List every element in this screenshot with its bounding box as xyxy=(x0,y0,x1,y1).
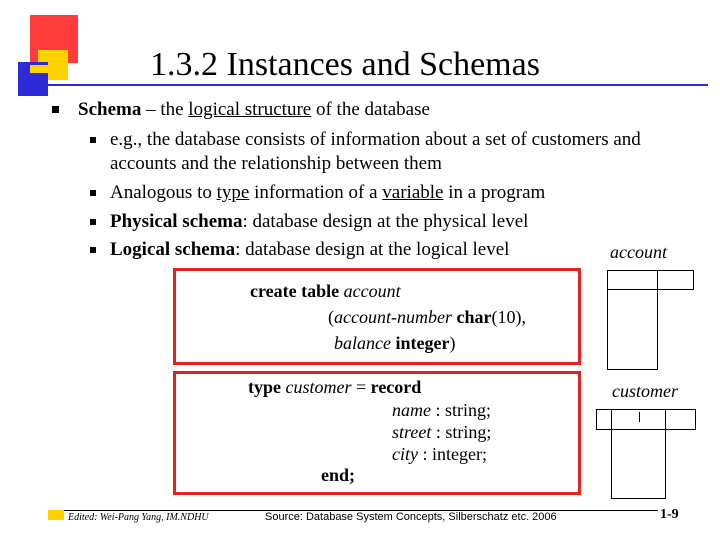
customer-grid-bottom xyxy=(611,498,666,499)
page-number: 1-9 xyxy=(660,507,679,522)
account-grid-header xyxy=(607,289,693,290)
text: Analogous to xyxy=(110,182,217,203)
record-keyword: record xyxy=(370,377,422,397)
customer-grid-mid xyxy=(665,409,666,499)
column-balance: balance xyxy=(334,333,391,353)
account-grid-top xyxy=(607,270,693,271)
schema-term: Schema xyxy=(78,99,142,120)
equals: = xyxy=(351,377,371,397)
type-record-line1 xyxy=(248,377,421,398)
sub-bullet-icon xyxy=(90,137,96,143)
sub-bullet-1-line2: accounts and the relationship between them xyxy=(110,153,442,174)
dash-text: – the xyxy=(141,99,189,120)
account-label: account xyxy=(610,242,667,262)
footer-edited: Edited: Wei-Pang Yang, IM.NDHU xyxy=(68,512,209,523)
paren-close: ) xyxy=(449,333,456,353)
sub-bullet-3 xyxy=(110,211,528,233)
sub-bullet-icon xyxy=(90,190,96,196)
account-grid-left xyxy=(607,270,608,370)
customer-grid-left xyxy=(611,409,612,499)
text: : database design at the physical level xyxy=(242,211,529,232)
physical-schema-term: Physical schema xyxy=(110,211,243,232)
table-name: account xyxy=(343,281,401,301)
main-bullet-icon xyxy=(52,106,59,113)
slide-title: 1.3.2 Instances and Schemas xyxy=(150,46,540,83)
account-grid-bottom xyxy=(607,369,658,370)
logical-schema-term: Logical schema xyxy=(110,239,236,260)
customer-grid-tick xyxy=(639,412,640,422)
sub-bullet-4 xyxy=(110,239,509,261)
account-grid-right xyxy=(693,270,694,290)
text: : database design at the logical level xyxy=(235,239,510,260)
customer-label: customer xyxy=(612,381,678,401)
record-field-street xyxy=(392,422,491,443)
sub-bullet-2 xyxy=(110,182,545,204)
footer-yellow-mark xyxy=(48,510,64,520)
type-char: char xyxy=(456,307,492,327)
main-bullet-text xyxy=(78,99,430,121)
create-table-line1 xyxy=(250,281,401,302)
char-arg: (10), xyxy=(491,307,526,327)
customer-grid-right xyxy=(695,409,696,430)
create-table-keyword: create table xyxy=(250,281,340,301)
logo-square-inner xyxy=(30,65,48,73)
sub-bullet-1-line1: e.g., the database consists of information about a set of customers and xyxy=(110,129,641,150)
account-grid-mid xyxy=(657,270,658,370)
sub-bullet-icon xyxy=(90,219,96,225)
record-field-name xyxy=(392,400,491,421)
type-integer: integer xyxy=(395,333,450,353)
record-field-city xyxy=(392,444,487,465)
variable-term: variable xyxy=(382,182,444,203)
field-name: city xyxy=(392,444,418,464)
column-account-number: account-number xyxy=(334,307,452,327)
field-type: : string; xyxy=(431,400,492,420)
field-name: street xyxy=(392,422,432,442)
record-name: customer xyxy=(285,377,352,397)
logical-structure-term: logical structure xyxy=(188,99,312,120)
end-keyword: end; xyxy=(321,465,356,485)
create-table-line2 xyxy=(328,307,526,328)
title-underline xyxy=(18,84,708,86)
type-term: type xyxy=(216,182,250,203)
paren-open: ( xyxy=(328,307,334,327)
field-type: : string; xyxy=(431,422,492,442)
type-keyword: type xyxy=(248,377,281,397)
create-table-line3 xyxy=(334,333,455,354)
sub-bullet-icon xyxy=(90,247,96,253)
text: in a program xyxy=(443,182,546,203)
record-end xyxy=(321,465,355,486)
footer-source: Source: Database System Concepts, Silberschatz etc. 2006 xyxy=(265,511,557,523)
text: information of a xyxy=(249,182,383,203)
field-name: name xyxy=(392,400,431,420)
customer-grid-outer-left xyxy=(596,409,597,430)
rest-text: of the database xyxy=(311,99,430,120)
field-type: : integer; xyxy=(417,444,487,464)
